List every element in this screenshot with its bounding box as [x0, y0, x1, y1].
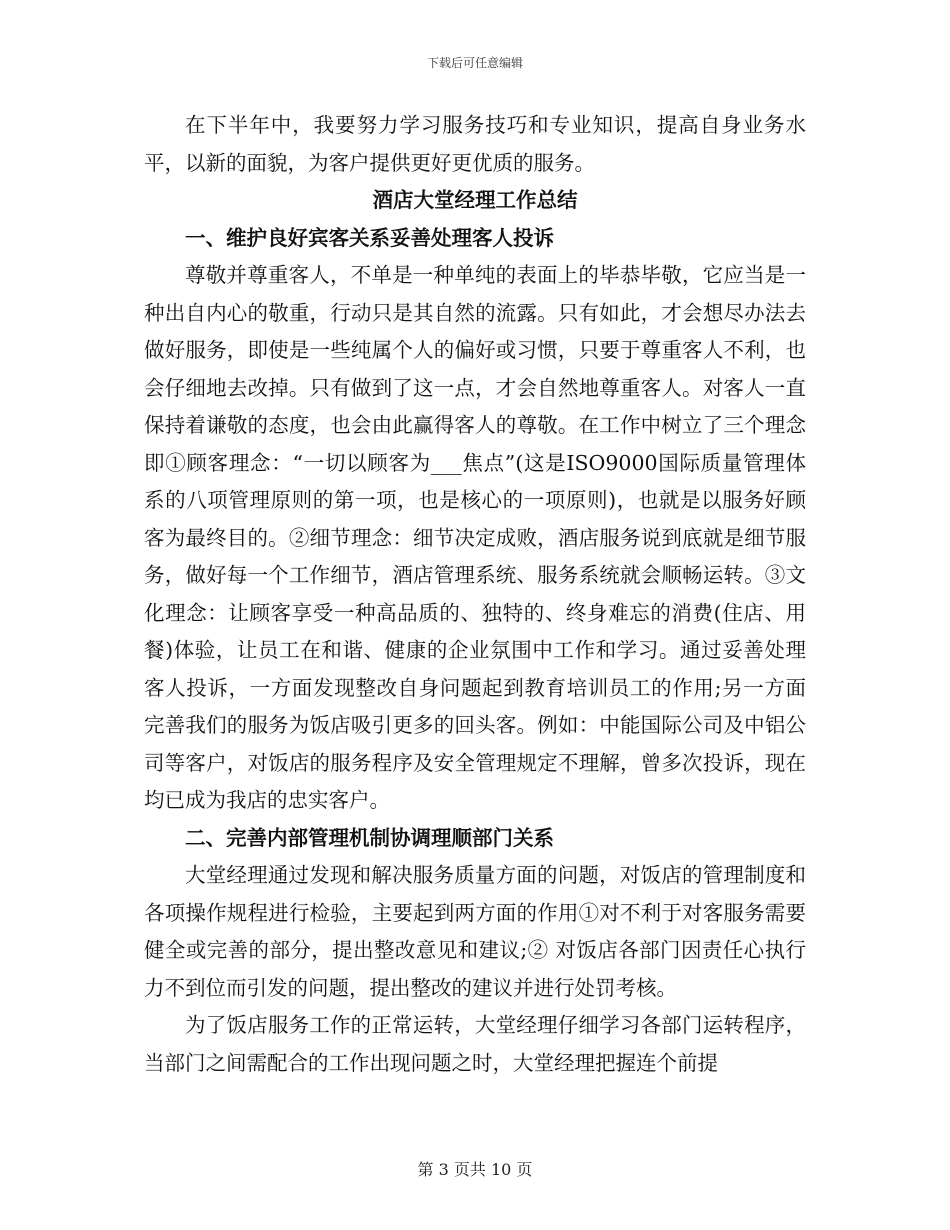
section-2-paragraph-1: 大堂经理通过发现和解决服务质量方面的问题，对饭店的管理制度和各项操作规程进行检验，主要起到两方面的作用①对不利于对客服务需要健全或完善的部分，提出整改意见和建议;② 对饭店各部门因责任心执行力不到位而引发的问题，提出整改的建议并进行处罚考核。: [144, 863, 806, 1000]
page-footer: 第 3 页共 10 页: [417, 1160, 533, 1179]
intro-paragraph: 在下半年中，我要努力学习服务技巧和专业知识，提高自身业务水平，以新的面貌，为客户提供更好更优质的服务。: [144, 113, 806, 175]
document-body: [144, 107, 806, 1082]
section-1-paragraph-1: 尊敬并尊重客人，不单是一种单纯的表面上的毕恭毕敬，它应当是一种出自内心的敬重，行动只是其自然的流露。只有如此，才会想尽办法去做好服务，即使是一些纯属个人的偏好或习惯，只要于尊重客人不利，也会仔细地去改掉。只有做到了这一点，才会自然地尊重客人。对客人一直保持着谦敬的态度，也会由此赢得客人的尊敬。在工作中树立了三个理念即①顾客理念：“一切以顾客为___焦点”(这是ISO9000国际质量管理体系的八项管理原则的第一项，也是核心的一项原则)，也就是以服务好顾客为最终目的。②细节理念：细节决定成败，酒店服务说到底就是细节服务，做好每一个工作细节，酒店管理系统、服务系统就会顺畅运转。③文化理念：让顾客享受一种高品质的、独特的、终身难忘的消费(住店、用餐)体验，让员工在和谐、健康的企业氛围中工作和学习。通过妥善处理客人投诉，一方面发现整改自身问题起到教育培训员工的作用;另一方面完善我们的服务为饭店吸引更多的回头客。例如：中能国际公司及中铝公司等客户，对饭店的服务程序及安全管理规定不理解，曾多次投诉，现在均已成为我店的忠实客户。: [144, 263, 806, 812]
section-heading-2: 二、完善内部管理机制协调理顺部门关系: [185, 825, 554, 850]
section-heading-1: 一、维护良好宾客关系妥善处理客人投诉: [185, 225, 554, 250]
section-2-paragraph-2: 为了饭店服务工作的正常运转，大堂经理仔细学习各部门运转程序，当部门之间需配合的工作出现问题之时，大堂经理把握连个前提: [144, 1013, 806, 1075]
page-header: 下载后可任意编辑: [426, 56, 523, 70]
document-title: 酒店大堂经理工作总结: [372, 188, 578, 212]
